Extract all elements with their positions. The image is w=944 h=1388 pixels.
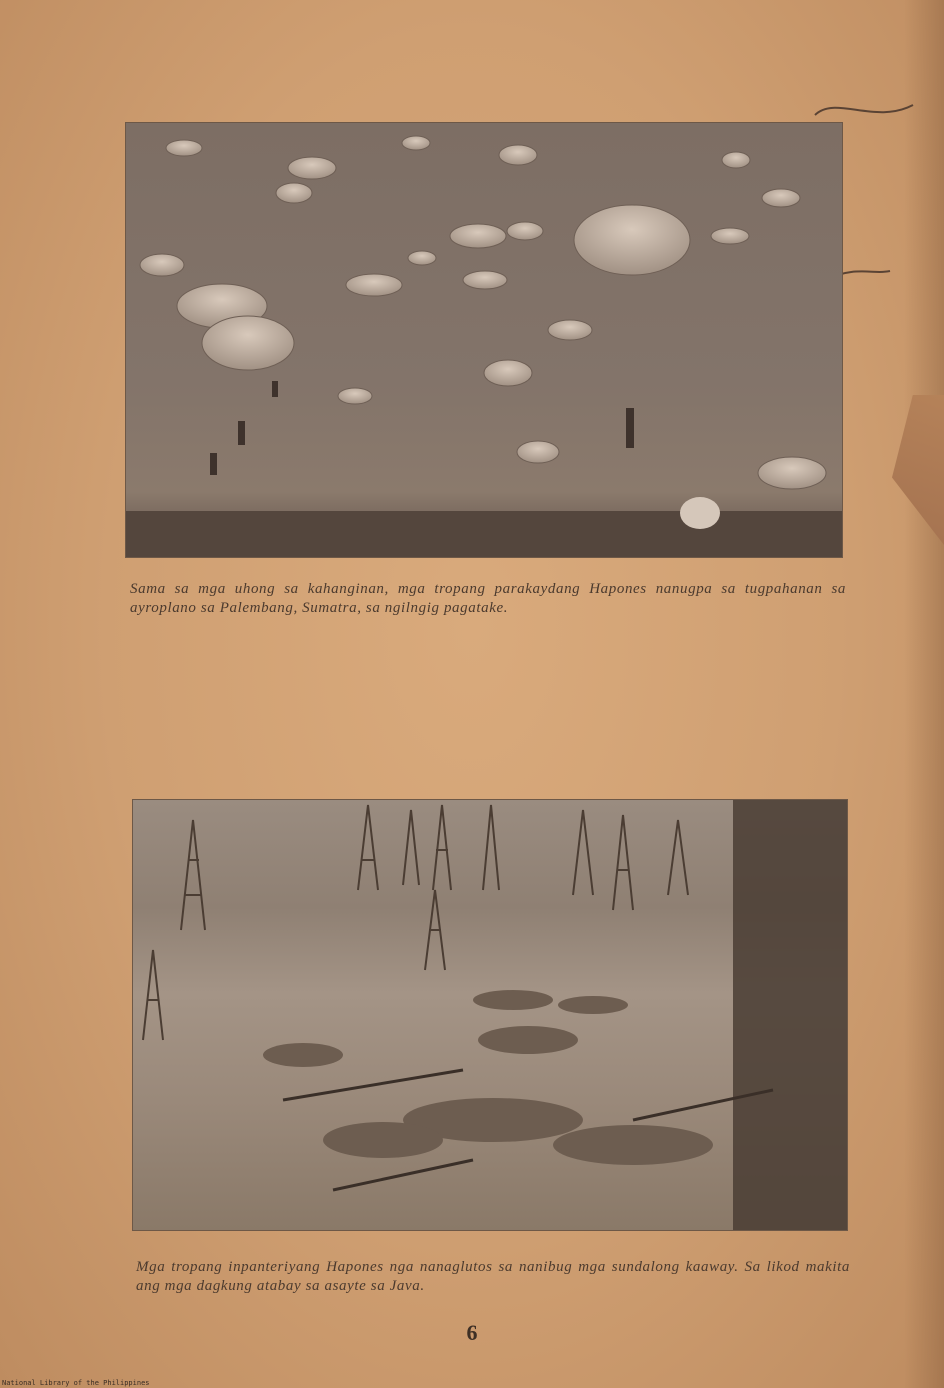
page-number: 6: [466, 1320, 478, 1345]
library-credit: National Library of the Philippines: [2, 1379, 150, 1387]
infantry-photo-image: [133, 800, 847, 1230]
paratroopers-photo-image: [126, 123, 842, 557]
paratroopers-photo: [126, 123, 842, 557]
photo-caption-paratroopers: Sama sa mga uhong sa kahanginan, mga tropang parakaydang Hapones nanugpa sa tugpahanan sa ayroplano sa Palembang, Sumatra, sa ngilngig pagatake.: [130, 581, 846, 616]
photo-caption-infantry: Mga tropang inpanteriyang Hapones nga nanaglutos sa nanibug mga sundalong kaaway. Sa likod makita ang mga dagkung atabay sa asayte sa Java.: [136, 1259, 850, 1294]
infantry-photo: [133, 800, 847, 1230]
